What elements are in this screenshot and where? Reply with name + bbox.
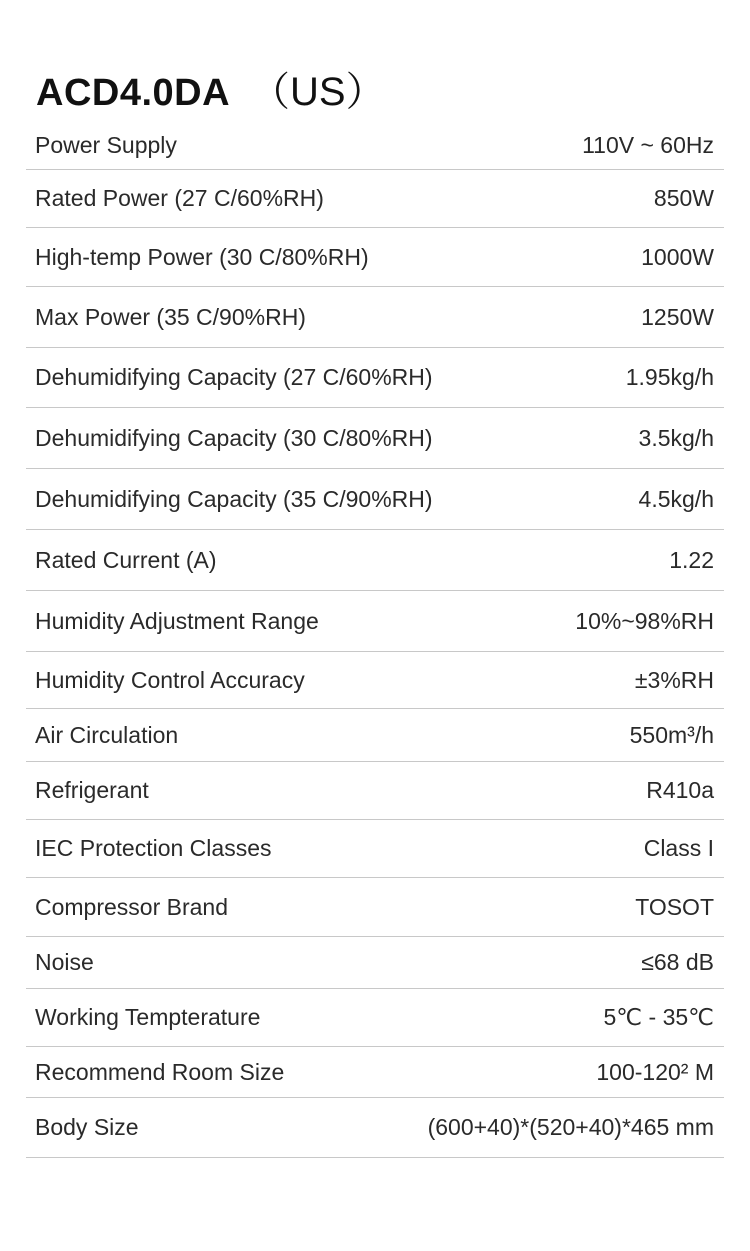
region-label: （US） — [250, 70, 386, 114]
spec-label: Power Supply — [35, 132, 177, 158]
spec-label: Recommend Room Size — [35, 1058, 285, 1085]
spec-row-dehumidifying-30 — [26, 408, 724, 469]
spec-value: 550m³/h — [629, 721, 714, 748]
spec-row-humidity-range — [26, 591, 724, 652]
spec-row-rated-power — [26, 170, 724, 228]
spec-table — [26, 122, 724, 1158]
spec-value: 1.95kg/h — [625, 364, 714, 390]
spec-label: Noise — [35, 949, 94, 975]
spec-label: Humidity Adjustment Range — [35, 607, 319, 634]
spec-row-body-size — [26, 1098, 724, 1158]
spec-label: Body Size — [35, 1114, 139, 1140]
spec-value: 1000W — [641, 243, 714, 270]
spec-value: 110V ~ 60Hz — [582, 132, 714, 158]
spec-row-air-circulation — [26, 709, 724, 762]
spec-row-iec-protection — [26, 820, 724, 878]
spec-row-high-temp-power — [26, 228, 724, 287]
spec-value: 3.5kg/h — [638, 424, 714, 451]
spec-label: Dehumidifying Capacity (30 C/80%RH) — [35, 424, 433, 451]
spec-value: R410a — [646, 777, 714, 803]
spec-value: ≤68 dB — [641, 949, 714, 975]
spec-label: Humidity Control Accuracy — [35, 666, 305, 693]
spec-row-compressor-brand — [26, 878, 724, 937]
spec-row-max-power — [26, 287, 724, 348]
spec-row-noise — [26, 937, 724, 989]
spec-value: 5℃ - 35℃ — [603, 1004, 714, 1030]
spec-label: Working Tempterature — [35, 1004, 261, 1030]
spec-label: Dehumidifying Capacity (27 C/60%RH) — [35, 364, 433, 390]
spec-row-humidity-accuracy — [26, 652, 724, 709]
page-title — [36, 60, 386, 120]
model-name: ACD4.0DA — [36, 72, 231, 114]
spec-row-working-temperature — [26, 989, 724, 1047]
spec-value: ±3%RH — [634, 666, 714, 693]
spec-row-room-size — [26, 1047, 724, 1098]
spec-value: 850W — [653, 185, 714, 211]
spec-label: Rated Power (27 C/60%RH) — [35, 185, 324, 211]
spec-row-refrigerant — [26, 762, 724, 820]
spec-value: (600+40)*(520+40)*465 mm — [427, 1114, 714, 1140]
spec-row-dehumidifying-27 — [26, 348, 724, 408]
spec-label: IEC Protection Classes — [35, 835, 272, 861]
spec-value: 10%~98%RH — [575, 607, 714, 634]
spec-value: 1250W — [641, 303, 714, 330]
spec-value: 100-120² M — [596, 1058, 714, 1085]
spec-label: Rated Current (A) — [35, 546, 217, 573]
spec-row-power-supply — [26, 122, 724, 170]
spec-label: High-temp Power (30 C/80%RH) — [35, 243, 369, 270]
spec-value: Class I — [643, 835, 714, 861]
spec-row-rated-current — [26, 530, 724, 591]
spec-label: Refrigerant — [35, 777, 149, 803]
spec-value: 4.5kg/h — [638, 485, 714, 512]
spec-label: Compressor Brand — [35, 893, 229, 920]
spec-value: TOSOT — [635, 893, 714, 920]
spec-label: Dehumidifying Capacity (35 C/90%RH) — [35, 485, 433, 512]
spec-value: 1.22 — [669, 546, 714, 573]
spec-label: Air Circulation — [35, 721, 179, 748]
spec-row-dehumidifying-35 — [26, 469, 724, 530]
spec-label: Max Power (35 C/90%RH) — [35, 303, 306, 330]
